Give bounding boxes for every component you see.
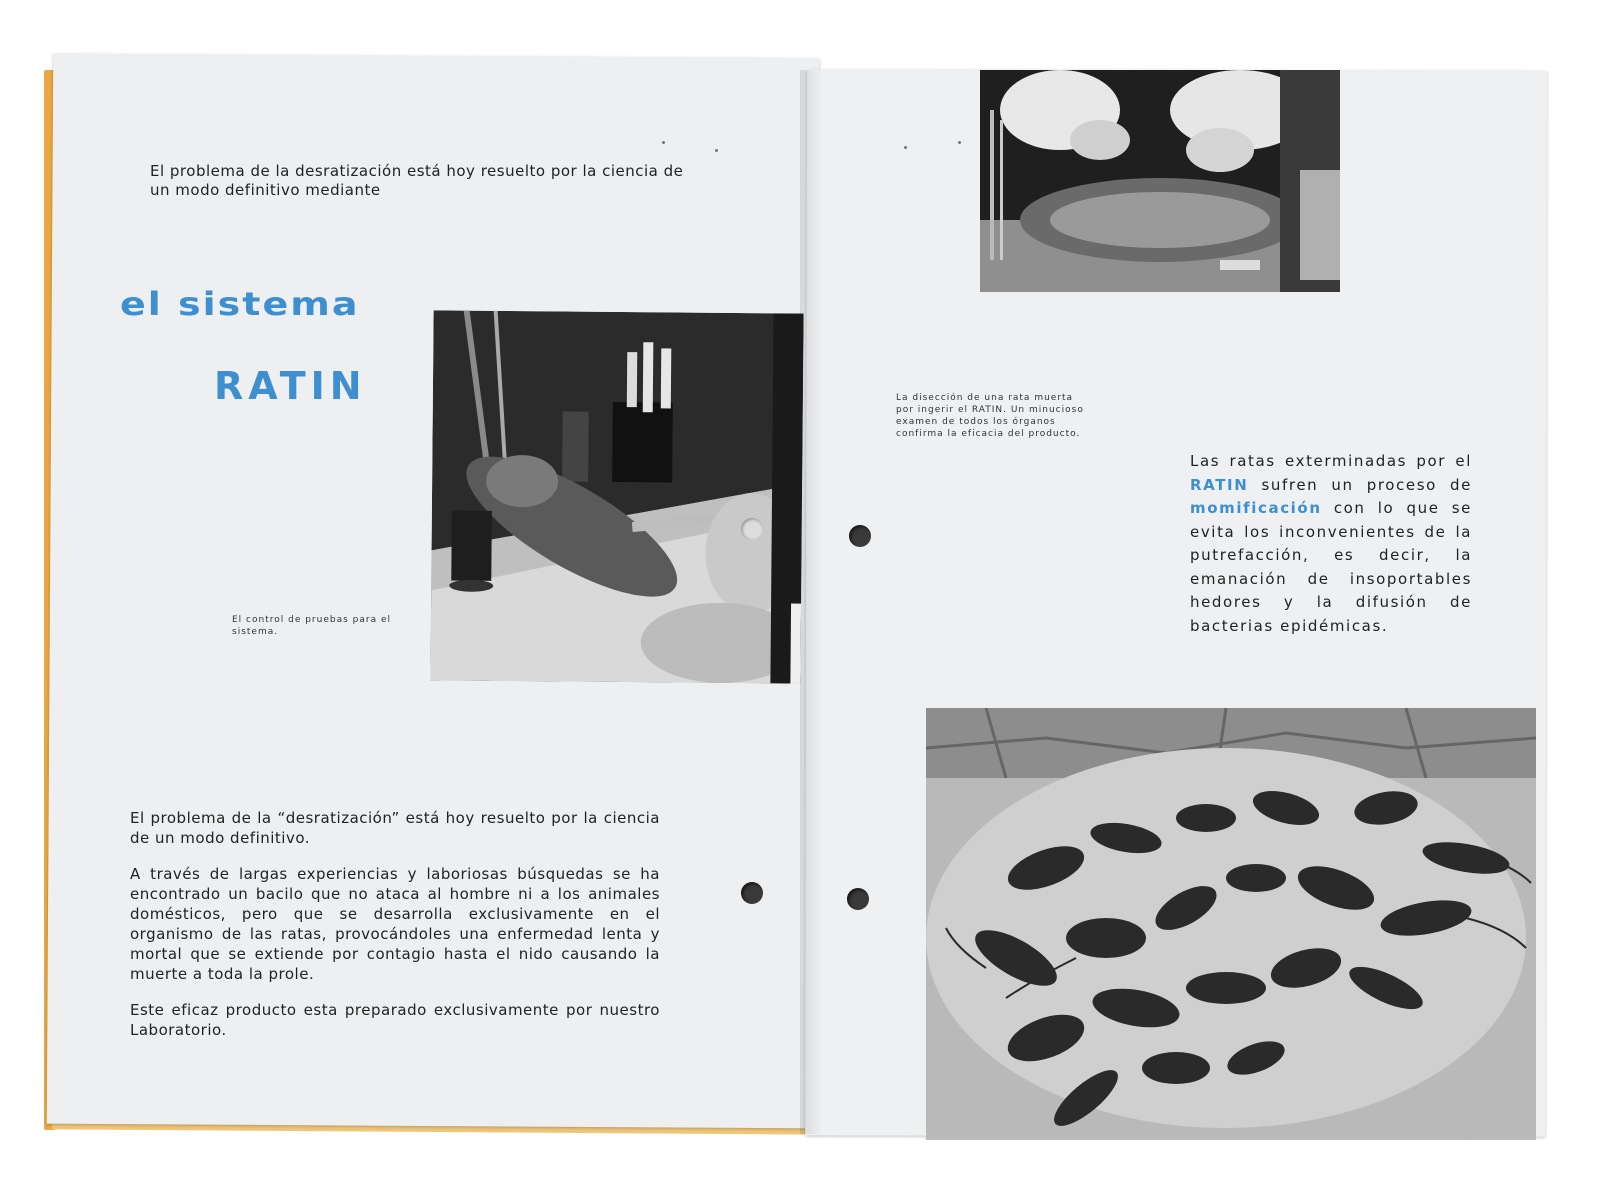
brand-name: RATIN — [1190, 475, 1249, 494]
para-text-2: sufren un proceso de — [1261, 475, 1472, 494]
body-paragraph-3: Este eficaz producto esta preparado exclusivamente por nuestro Laboratorio. — [130, 1001, 660, 1039]
highlight-term: momificación — [1190, 499, 1322, 517]
dissection-photo-caption: La disección de una rata muerta por ingerir el RATIN. Un minucioso examen de todos los órganos confirma la eficacia del producto. — [896, 393, 1084, 439]
punch-hole — [741, 518, 763, 540]
body-paragraph-2: A través de largas experiencias y laboriosas búsquedas se ha encontrado un bacilo que no ataca al hombre ni a los animales domésticos, pero que se desarrolla exclusivamente en el organismo de las ratas, provocándoles una enfermedad lenta y mortal que se extiende por contagio hasta el nido causando la muerte a toda la prole. — [130, 865, 660, 983]
body-paragraph-1: El problema de la “desratización” está hoy resuelto por la ciencia de un modo definitivo. — [130, 809, 660, 847]
intro-text: El problema de la desratización está hoy resuelto por la ciencia de un modo definitivo mediante — [150, 162, 684, 199]
staple-mark — [715, 149, 718, 152]
staple-mark — [958, 141, 961, 144]
para-text-3: con lo que se evita los inconvenientes de la putrefacción, es decir, la emanación de insoportables hedores y la difusión de bacterias epidémicas. — [1190, 499, 1472, 635]
title-line-1: el sistema — [120, 285, 360, 323]
staple-mark — [904, 146, 907, 149]
left-body-text — [130, 808, 660, 1056]
para-text-1: Las ratas exterminadas por el — [1190, 452, 1472, 470]
staple-mark — [662, 141, 665, 144]
dissection-photo — [980, 70, 1340, 292]
punch-hole — [741, 882, 763, 904]
lab-photo-caption: El control de pruebas para el sistema. — [232, 615, 391, 637]
lab-test-photo — [430, 310, 803, 683]
punch-hole — [847, 888, 869, 910]
mummification-paragraph — [1190, 450, 1472, 638]
dead-rats-photo — [926, 708, 1536, 1140]
title-line-2: RATIN — [214, 364, 367, 408]
punch-hole — [849, 525, 871, 547]
spine-shadow — [800, 70, 822, 1134]
